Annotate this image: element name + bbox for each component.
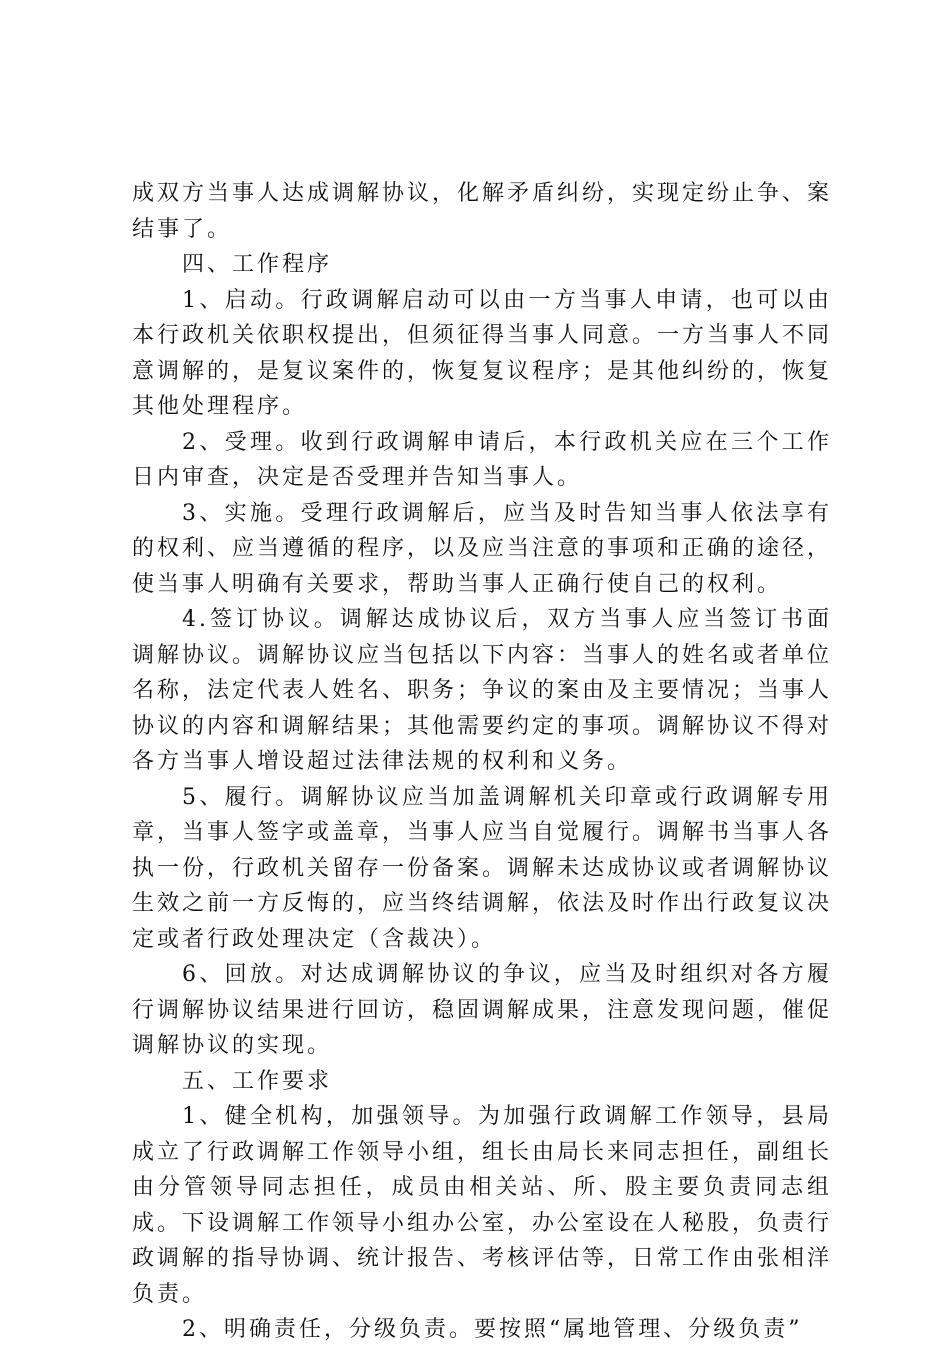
document-body [132,176,832,1348]
paragraph-organization: 1、健全机构，加强领导。为加强行政调解工作领导，县局成立了行政调解工作领导小组，组长由局长来同志担任，副组长由分管领导同志担任，成员由相关站、所、股主要负责同志组成。下设调解工作领导小组办公室，办公室设在人秘股，负责行政调解的指导协调、统计报告、考核评估等，日常工作由张相洋负责。 [132,1104,833,1307]
section-heading-procedure: 四、工作程序 [182,252,333,277]
paragraph-implementation: 3、实施。受理行政调解后，应当及时告知当事人依法享有的权利、应当遵循的程序，以及应当注意的事项和正确的途径，使当事人明确有关要求，帮助当事人正确行使自己的权利。 [132,500,833,597]
paragraph-acceptance: 2、受理。收到行政调解申请后，本行政机关应在三个工作日内审查，决定是否受理并告知当事人。 [132,429,832,490]
paragraph-follow-up: 6、回放。对达成调解协议的争议，应当及时组织对各方履行调解协议结果进行回访，稳固调解成果，注意发现问题，催促调解协议的实现。 [132,962,833,1058]
paragraph-signing-agreement: 4.签订协议。调解达成协议后，双方当事人应当签订书面调解协议。调解协议应当包括以下内容：当事人的姓名或者单位名称，法定代表人姓名、职务；争议的案由及主要情况；当事人协议的内容和调解结果；其他需要约定的事项。调解协议不得对各方当事人增设超过法律法规的权利和义务。 [132,607,833,774]
paragraph-performance: 5、履行。调解协议应当加盖调解机关印章或行政调解专用章，当事人签字或盖章，当事人应当自觉履行。调解书当事人各执一份，行政机关留存一份备案。调解未达成协议或者调解协议生效之前一方反悔的，应当终结调解，依法及时作出行政复议决定或者行政处理决定（含裁决）。 [132,784,833,952]
paragraph-start: 1、启动。行政调解启动可以由一方当事人申请，也可以由本行政机关依职权提出，但须征得当事人同意。一方当事人不同意调解的，是复议案件的，恢复复议程序；是其他纠纷的，恢复其他处理程序。 [132,287,833,419]
paragraph-continuation: 成双方当事人达成调解协议，化解矛盾纠纷，实现定纷止争、案结事了。 [132,181,833,242]
section-heading-requirements: 五、工作要求 [182,1068,333,1094]
paragraph-responsibility: 2、明确责任，分级负责。要按照“属地管理、分级负责” [182,1317,803,1342]
